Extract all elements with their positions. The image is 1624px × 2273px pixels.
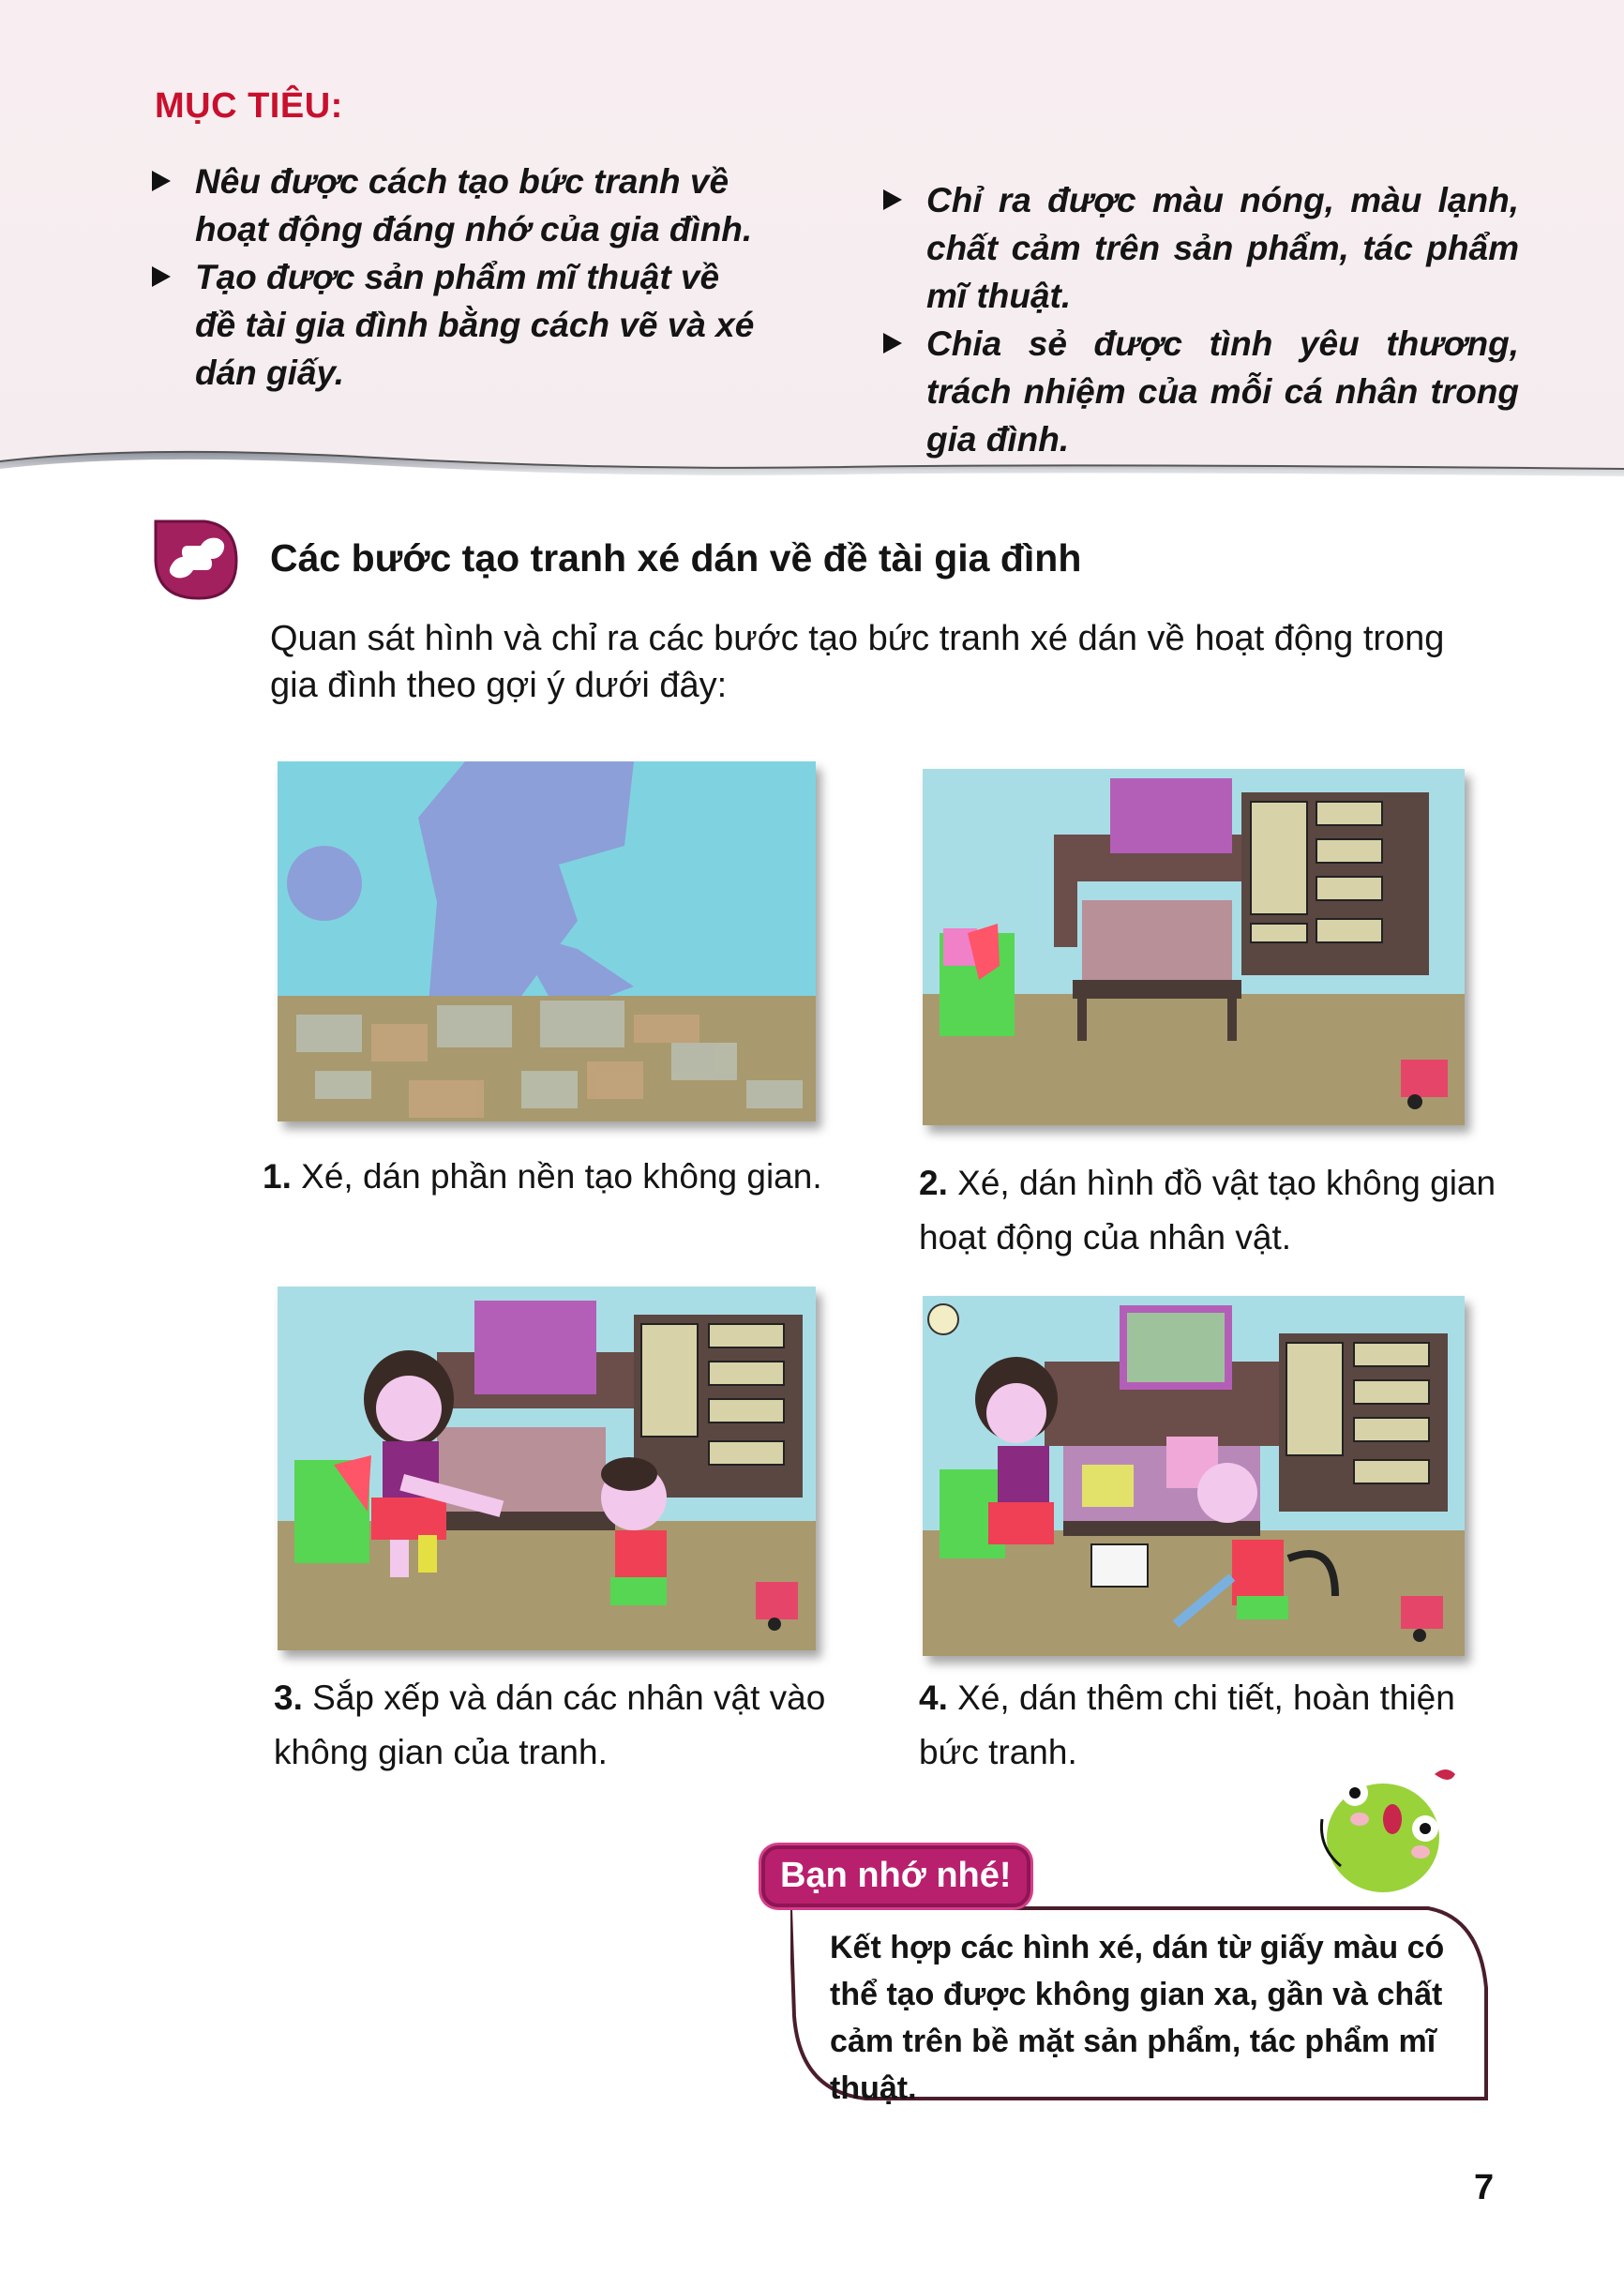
- page-number: 7: [1474, 2168, 1495, 2207]
- section-title: Các bước tạo tranh xé dán về đề tài gia đình: [270, 536, 1082, 580]
- bullet-triangle-icon: [152, 171, 171, 191]
- bullet-triangle-icon: [152, 266, 171, 287]
- objectives-left-column: [150, 158, 769, 397]
- objective-item: Chỉ ra được màu nóng, màu lạnh, chất cảm trên sản phẩm, tác phẩm mĩ thuật.: [881, 176, 1519, 320]
- step-3-artwork: [278, 1287, 816, 1650]
- objectives-right-column: [881, 176, 1519, 463]
- bullet-triangle-icon: [883, 189, 902, 210]
- frog-mascot-icon: [1294, 1763, 1463, 1904]
- step-4-caption: 4. Xé, dán thêm chi tiết, hoàn thiện bức tranh.: [919, 1678, 1455, 1771]
- step-3-caption: 3. Sắp xếp và dán các nhân vật vào không gian của tranh.: [274, 1678, 826, 1771]
- step-2-caption: 2. Xé, dán hình đồ vật tạo không gian hoạt động của nhân vật.: [919, 1164, 1496, 1257]
- step-4-artwork: [923, 1296, 1465, 1656]
- objective-item: Tạo được sản phẩm mĩ thuật về đề tài gia đình bằng cách vẽ và xé dán giấy.: [150, 253, 769, 397]
- objective-item: Chia sẻ được tình yêu thương, trách nhiệm của mỗi cá nhân trong gia đình.: [881, 320, 1519, 463]
- hands-icon: [150, 518, 240, 602]
- step-1-artwork: [278, 761, 816, 1121]
- objectives-title: MỤC TIÊU:: [155, 86, 343, 126]
- step-2-artwork: [923, 769, 1465, 1125]
- section-intro: Quan sát hình và chỉ ra các bước tạo bức tranh xé dán về hoạt động trong gia đình theo gợi ý dưới đây:: [270, 619, 1445, 705]
- note-badge: Bạn nhớ nhé!: [761, 1845, 1030, 1907]
- bullet-triangle-icon: [883, 333, 902, 354]
- step-1-caption: 1. Xé, dán phần nền tạo không gian.: [263, 1157, 822, 1196]
- note-text: Kết hợp các hình xé, dán từ giấy màu có thể tạo được không gian xa, gần và chất cảm trên bề mặt sản phẩm, tác phẩm mĩ thuật.: [830, 1930, 1445, 2106]
- objective-item: Nêu được cách tạo bức tranh về hoạt động đáng nhớ của gia đình.: [150, 158, 769, 253]
